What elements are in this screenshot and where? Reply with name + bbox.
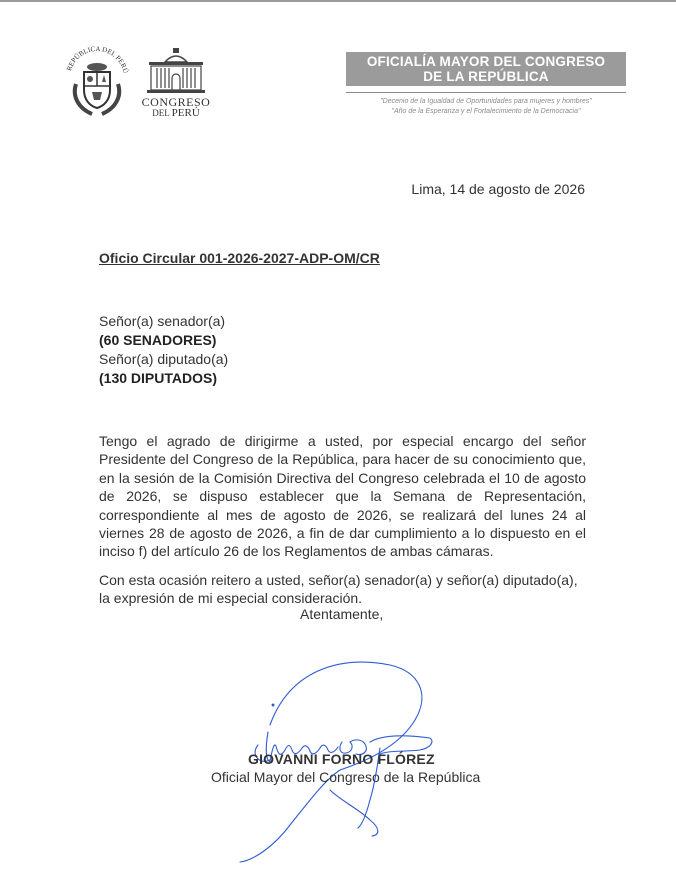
recipients-block (99, 312, 228, 388)
banner-line-1: OFICIALÍA MAYOR DEL CONGRESO (366, 54, 606, 69)
congress-building-icon (145, 48, 207, 94)
decade-year-names (346, 97, 626, 116)
letter-body (99, 432, 586, 608)
shield-caption: REPÚBLICA DEL PERÚ (65, 44, 130, 75)
congreso-logo-name: CONGRESO (141, 95, 211, 109)
decade-line-1: "Decenio de la Igualdad de Oportunidades para mujeres y hombres" (380, 98, 592, 105)
congreso-logo-del: DEL (152, 108, 170, 118)
congreso-logo-sub (138, 108, 214, 118)
letter-date: Lima, 14 de agosto de 2026 (411, 181, 585, 197)
body-paragraph-1: Tengo el agrado de dirigirme a usted, por especial encargo del señor Presidente del Congreso de la República, para hacer de su conocimiento que, en la sesión de la Comisión Directiva del Congreso celebrada el 10 de agosto de 2026, se dispuso establecer que la Semana de Representación, correspondiente al mes de agosto de 2026, se realizará del lunes 24 al viernes 28 de agosto de 2026, a fin de dar cumplimiento a lo dispuesto en el inciso f) del artículo 26 de los Reglamentos de ambas cámaras. (99, 433, 586, 560)
signer-role: Oficial Mayor del Congreso de la República (211, 769, 481, 785)
closing-salutation: Atentamente, (300, 606, 384, 622)
decade-line-2: "Año de la Esperanza y el Fortalecimiento de la Democracia" (391, 107, 581, 115)
banner-rule (346, 92, 626, 93)
top-rule (0, 0, 676, 2)
recipient-count-diputados: (130 DIPUTADOS) (99, 370, 217, 386)
body-paragraph-2: Con esta ocasión reitero a usted, señor(a) senador(a) y señor(a) diputado(a), la expresión de mi especial consideración. (99, 571, 578, 607)
oficialia-banner (346, 52, 626, 86)
recipient-line-diputado: Señor(a) diputado(a) (99, 351, 229, 367)
congreso-logo-peru: PERÚ (171, 107, 200, 119)
recipient-count-senadores: (60 SENADORES) (99, 332, 217, 348)
banner-line-2: DE LA REPÚBLICA (423, 68, 549, 84)
oficio-reference: Oficio Circular 001-2026-2027-ADP-OM/CR (99, 250, 380, 266)
peru-coat-of-arms-icon (62, 44, 132, 118)
header-logos (62, 44, 232, 134)
recipient-line-senador: Señor(a) senador(a) (99, 313, 226, 329)
signer-name: GIOVANNI FORNO FLÓREZ (248, 751, 435, 767)
congreso-logo (138, 48, 214, 128)
